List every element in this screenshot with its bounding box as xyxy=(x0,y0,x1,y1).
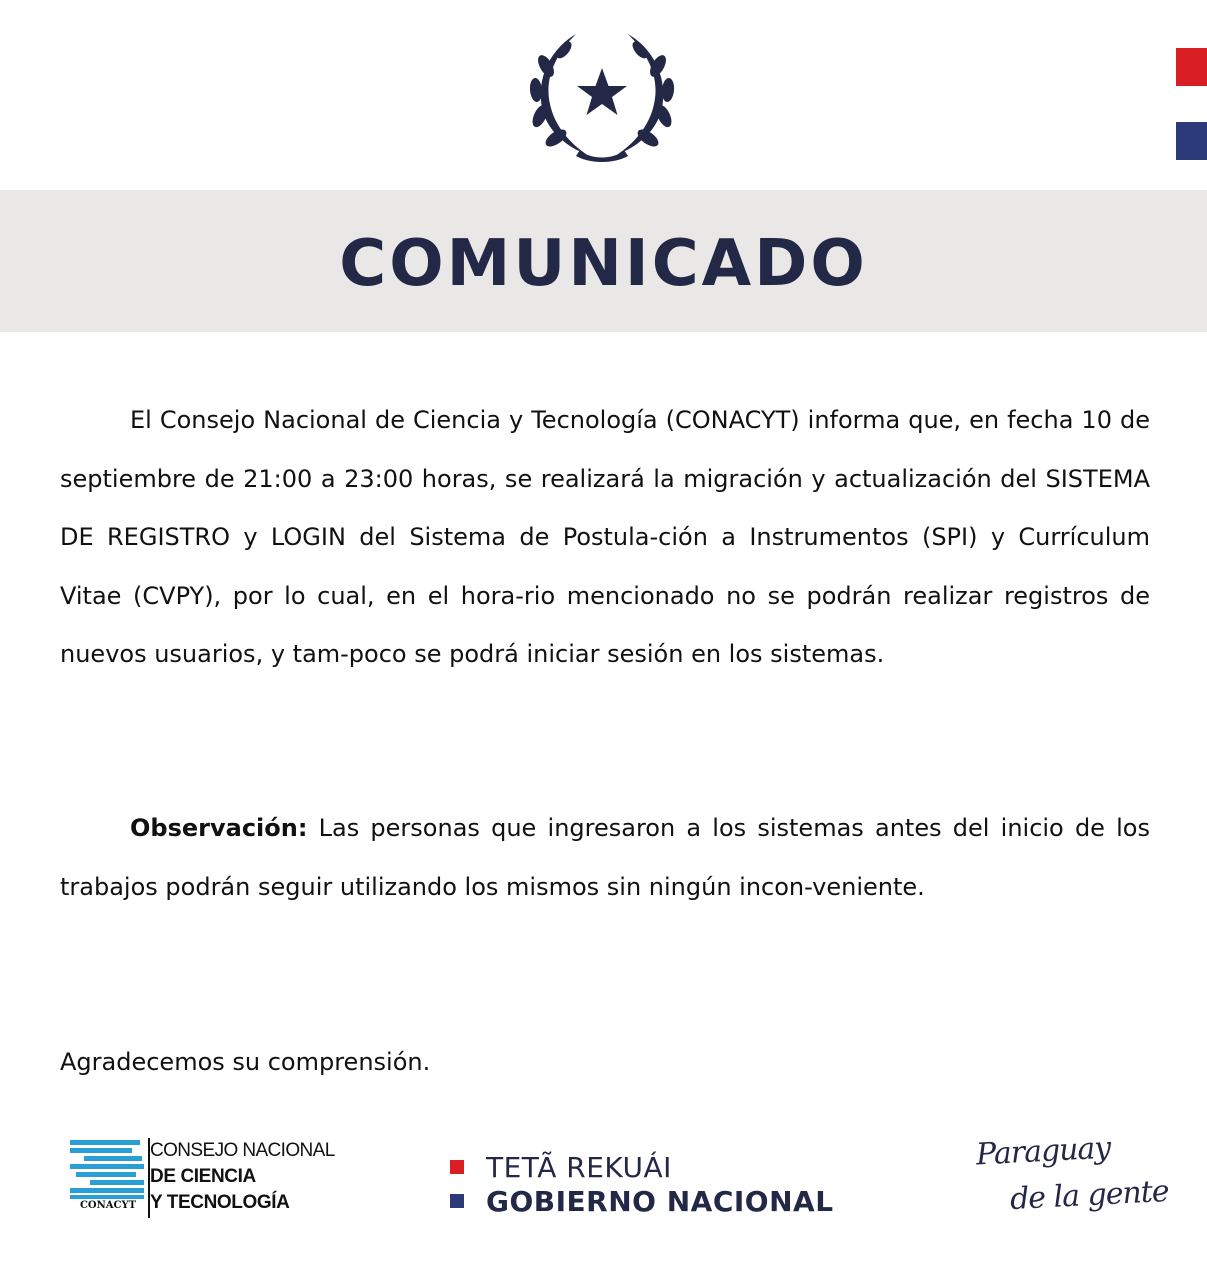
observation-text: Las personas que ingresaron a los sistemas antes del inicio de los trabajos podrán seguir utilizando los mismos sin ningún incon-veniente. xyxy=(60,814,1150,901)
conacyt-mark-label: CONACYT xyxy=(79,1200,137,1211)
conacyt-name-line2: DE CIENCIA xyxy=(150,1166,256,1187)
conacyt-name-line1: CONSEJO NACIONAL xyxy=(150,1140,335,1161)
closing-text: Agradecemos su comprensión. xyxy=(60,1048,431,1076)
flag-red-stripe xyxy=(1176,48,1207,86)
star-laurel-seal-icon xyxy=(524,26,680,162)
flag-blue-stripe xyxy=(1176,122,1207,160)
observation-label: Observación: xyxy=(130,814,308,842)
title-banner xyxy=(0,190,1207,332)
blue-square-icon xyxy=(450,1194,464,1208)
conacyt-stripes-icon xyxy=(70,1140,145,1200)
gobierno-nacional-logo xyxy=(450,1150,834,1218)
conacyt-logo xyxy=(70,1138,360,1220)
observation-paragraph xyxy=(60,799,1150,916)
red-square-icon xyxy=(450,1160,464,1174)
gobierno-line1: TETÃ REKUÁI xyxy=(486,1150,672,1184)
paraguay-de-la-gente-logo xyxy=(972,1130,1170,1232)
gobierno-line2: GOBIERNO NACIONAL xyxy=(486,1184,834,1218)
page-title: COMUNICADO xyxy=(339,227,868,301)
announcement-paragraph: El Consejo Nacional de Ciencia y Tecnología (CONACYT) informa que, en fecha 10 de septiembre de 21:00 a 23:00 horas, se realizará la migración y actualización del SISTEMA DE REGISTRO y LOGIN del Sistema de Postula-ción a Instrumentos (SPI) y Currículum Vitae (CVPY), por lo cual, en el hora-rio mencionado no se podrán realizar registros de nuevos usuarios, y tam-poco se podrá iniciar sesión en los sistemas. xyxy=(60,406,1150,668)
paraguay-line1: Paraguay xyxy=(975,1130,1112,1173)
conacyt-name-line3: Y TECNOLOGÍA xyxy=(150,1192,290,1213)
paraguay-line2: de la gente xyxy=(1009,1173,1170,1218)
